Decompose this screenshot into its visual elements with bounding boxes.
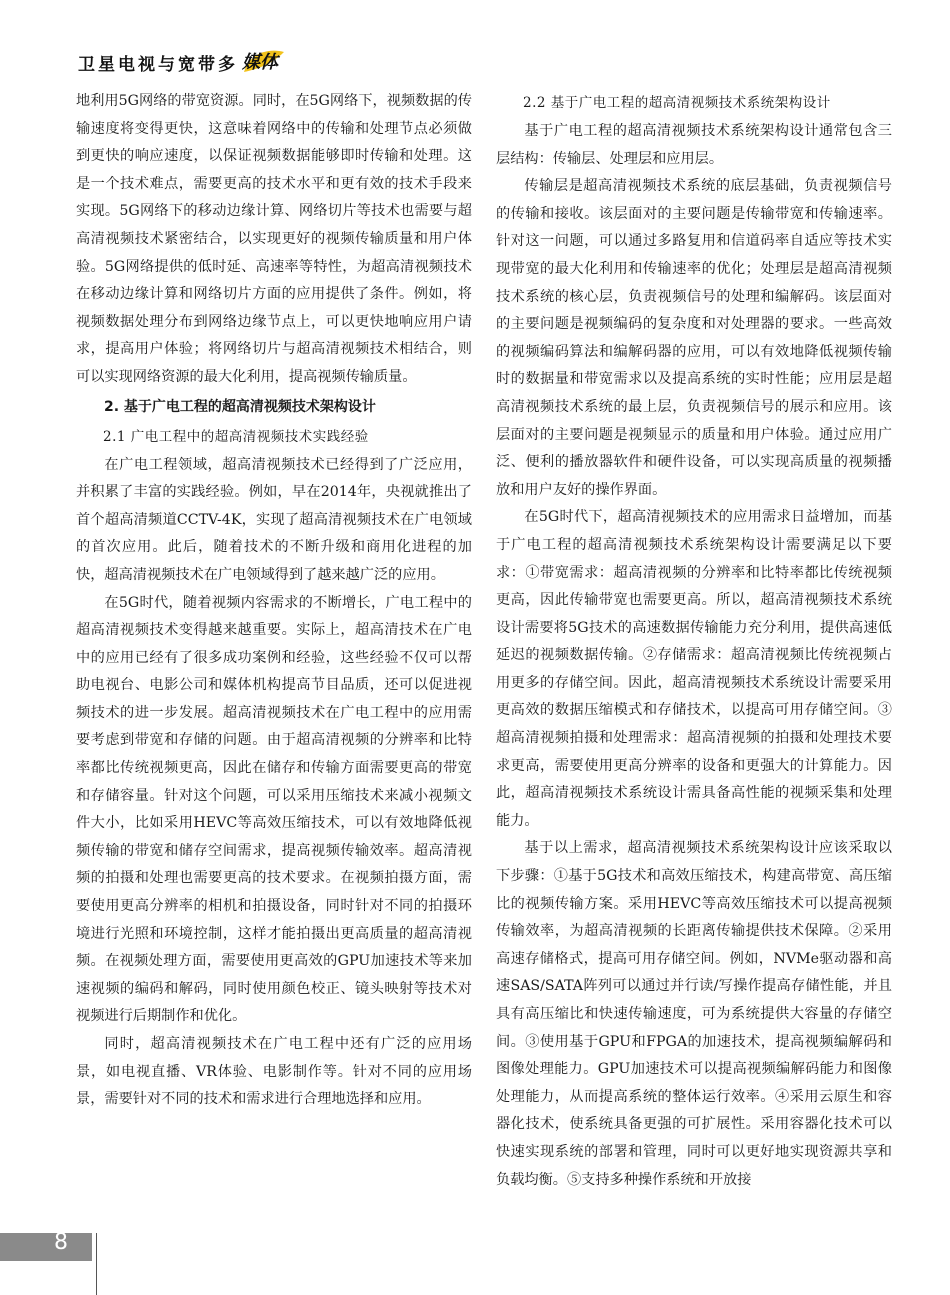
journal-logo-text: 媒体 bbox=[242, 52, 278, 73]
paragraph: 地利用5G网络的带宽资源。同时，在5G网络下，视频数据的传输速度将变得更快，这意味着网络中的传输和处理节点必须做到更快的响应速度，以保证视频数据能够即时传输和处理。这是一个技术难点，需要更高的技术水平和更有效的技术手段来实现。5G网络下的移动边缘计算、网络切片等技术也需要与超高清视频技术紧密结合，以实现更好的视频传输质量和用户体验。5G网络提供的低时延、高速率等特性，为超高清视频技术在移动边缘计算和网络切片方面的应用提供了条件。例如，将视频数据处理分布到网络边缘节点上，可以更快地响应用户请求，提高用户体验；将网络切片与超高清视频技术相结合，则可以实现网络资源的最大化利用，提高视频传输质量。 bbox=[76, 93, 472, 385]
journal-title: 卫星电视与宽带多 bbox=[78, 55, 238, 75]
journal-header bbox=[72, 36, 372, 76]
section-heading: 2. 基于广电工程的超高清视频技术架构设计 bbox=[104, 398, 376, 415]
right-column bbox=[496, 88, 892, 1194]
subsection-heading: 2.1 广电工程中的超高清视频技术实践经验 bbox=[103, 428, 369, 445]
paragraph: 传输层是超高清视频技术系统的底层基础，负责视频信号的传输和接收。该层面对的主要问题是传输带宽和传输速率。针对这一问题，可以通过多路复用和信道码率自适应等技术实现带宽的最大化利用和传输速率的优化；处理层是超高清视频技术系统的核心层，负责视频信号的处理和编解码。该层面对的主要问题是视频编码的复杂度和对处理器的要求。一些高效的视频编码算法和编解码器的应用，可以有效地降低视频传输时的数据量和带宽需求以及提高系统的实时性能；应用层是超高清视频技术系统的最上层，负责视频信号的展示和应用。该层面对的主要问题是视频显示的质量和用户体验。通过应用广泛、便利的播放器软件和硬件设备，可以实现高质量的视频播放和用户友好的操作界面。 bbox=[496, 178, 892, 498]
paragraph: 在5G时代，随着视频内容需求的不断增长，广电工程中的超高清视频技术变得越来越重要。实际上，超高清技术在广电中的应用已经有了很多成功案例和经验，这些经验不仅可以帮助电视台、电影公司和媒体机构提高节目品质，还可以促进视频技术的进一步发展。超高清视频技术在广电工程中的应用需要考虑到带宽和存储的问题。由于超高清视频的分辨率和比特率都比传统视频更高，因此在储存和传输方面需要更高的带宽和存储容量。针对这个问题，可以采用压缩技术来减小视频文件大小，比如采用HEVC等高效压缩技术，可以有效地降低视频传输的带宽和储存空间需求，提高视频传输效率。超高清视频的拍摄和处理也需要更高的技术要求。在视频拍摄方面，需要使用更高分辨率的相机和拍摄设备，同时针对不同的拍摄环境进行光照和环境控制，这样才能拍摄出更高质量的超高清视频。在视频处理方面，需要使用更高效的GPU加速技术等来加速视频的编码和解码，同时使用颜色校正、镜头映射等技术对视频进行后期制作和优化。 bbox=[76, 594, 472, 1025]
page-number-tab bbox=[0, 1233, 92, 1261]
left-column bbox=[76, 88, 472, 1114]
paragraph: 基于广电工程的超高清视频技术系统架构设计通常包含三层结构：传输层、处理层和应用层。 bbox=[496, 123, 892, 167]
paragraph: 在5G时代下，超高清视频技术的应用需求日益增加，而基于广电工程的超高清视频技术系统架构设计需要满足以下要求：①带宽需求：超高清视频的分辨率和比特率都比传统视频更高，因此传输带宽也需要更高。所以，超高清视频技术系统设计需要将5G技术的高速数据传输能力充分利用，提供高速低延迟的视频数据传输。②存储需求：超高清视频比传统视频占用更多的存储空间。因此，超高清视频技术系统设计需要采用更高效的数据压缩模式和存储技术，以提高可用存储空间。③超高清视频拍摄和处理需求：超高清视频的拍摄和处理技术要求更高，需要使用更高分辨率的设备和更强大的计算能力。因此，超高清视频技术系统设计需具备高性能的视频采集和处理能力。 bbox=[496, 509, 892, 829]
paragraph: 在广电工程领域，超高清视频技术已经得到了广泛应用，并积累了丰富的实践经验。例如，早在2014年，央视就推出了首个超高清频道CCTV-4K，实现了超高清视频技术在广电领域的首次应用。此后，随着技术的不断升级和商用化进程的加快，超高清视频技术在广电领域得到了越来越广泛的应用。 bbox=[76, 456, 472, 583]
subsection-heading: 2.2 基于广电工程的超高清视频技术系统架构设计 bbox=[523, 95, 831, 111]
page-number: 8 bbox=[54, 1230, 68, 1255]
paragraph: 同时，超高清视频技术在广电工程中还有广泛的应用场景，如电视直播、VR体验、电影制作等。针对不同的应用场景，需要针对不同的技术和需求进行合理地选择和应用。 bbox=[76, 1036, 472, 1108]
footer-divider bbox=[96, 1233, 97, 1295]
paragraph: 基于以上需求，超高清视频技术系统架构设计应该采取以下步骤：①基于5G技术和高效压缩技术，构建高带宽、高压缩比的视频传输方案。采用HEVC等高效压缩技术可以提高视频传输效率，为超高清视频的长距离传输提供技术保障。②采用高速存储格式，提高可用存储空间。例如，NVMe驱动器和高速SAS/SATA阵列可以通过并行读/写操作提高存储性能，并且具有高压缩比和快速传输速度，可为系统提供大容量的存储空间。③使用基于GPU和FPGA的加速技术，提高视频编解码和图像处理能力。GPU加速技术可以提高视频编解码能力和图像处理能力，从而提高系统的整体运行效率。④采用云原生和容器化技术，使系统具备更强的可扩展性。采用容器化技术可以快速实现系统的部署和管理，同时可以更好地实现资源共享和负载均衡。⑤支持多种操作系统和开放接 bbox=[496, 840, 892, 1188]
